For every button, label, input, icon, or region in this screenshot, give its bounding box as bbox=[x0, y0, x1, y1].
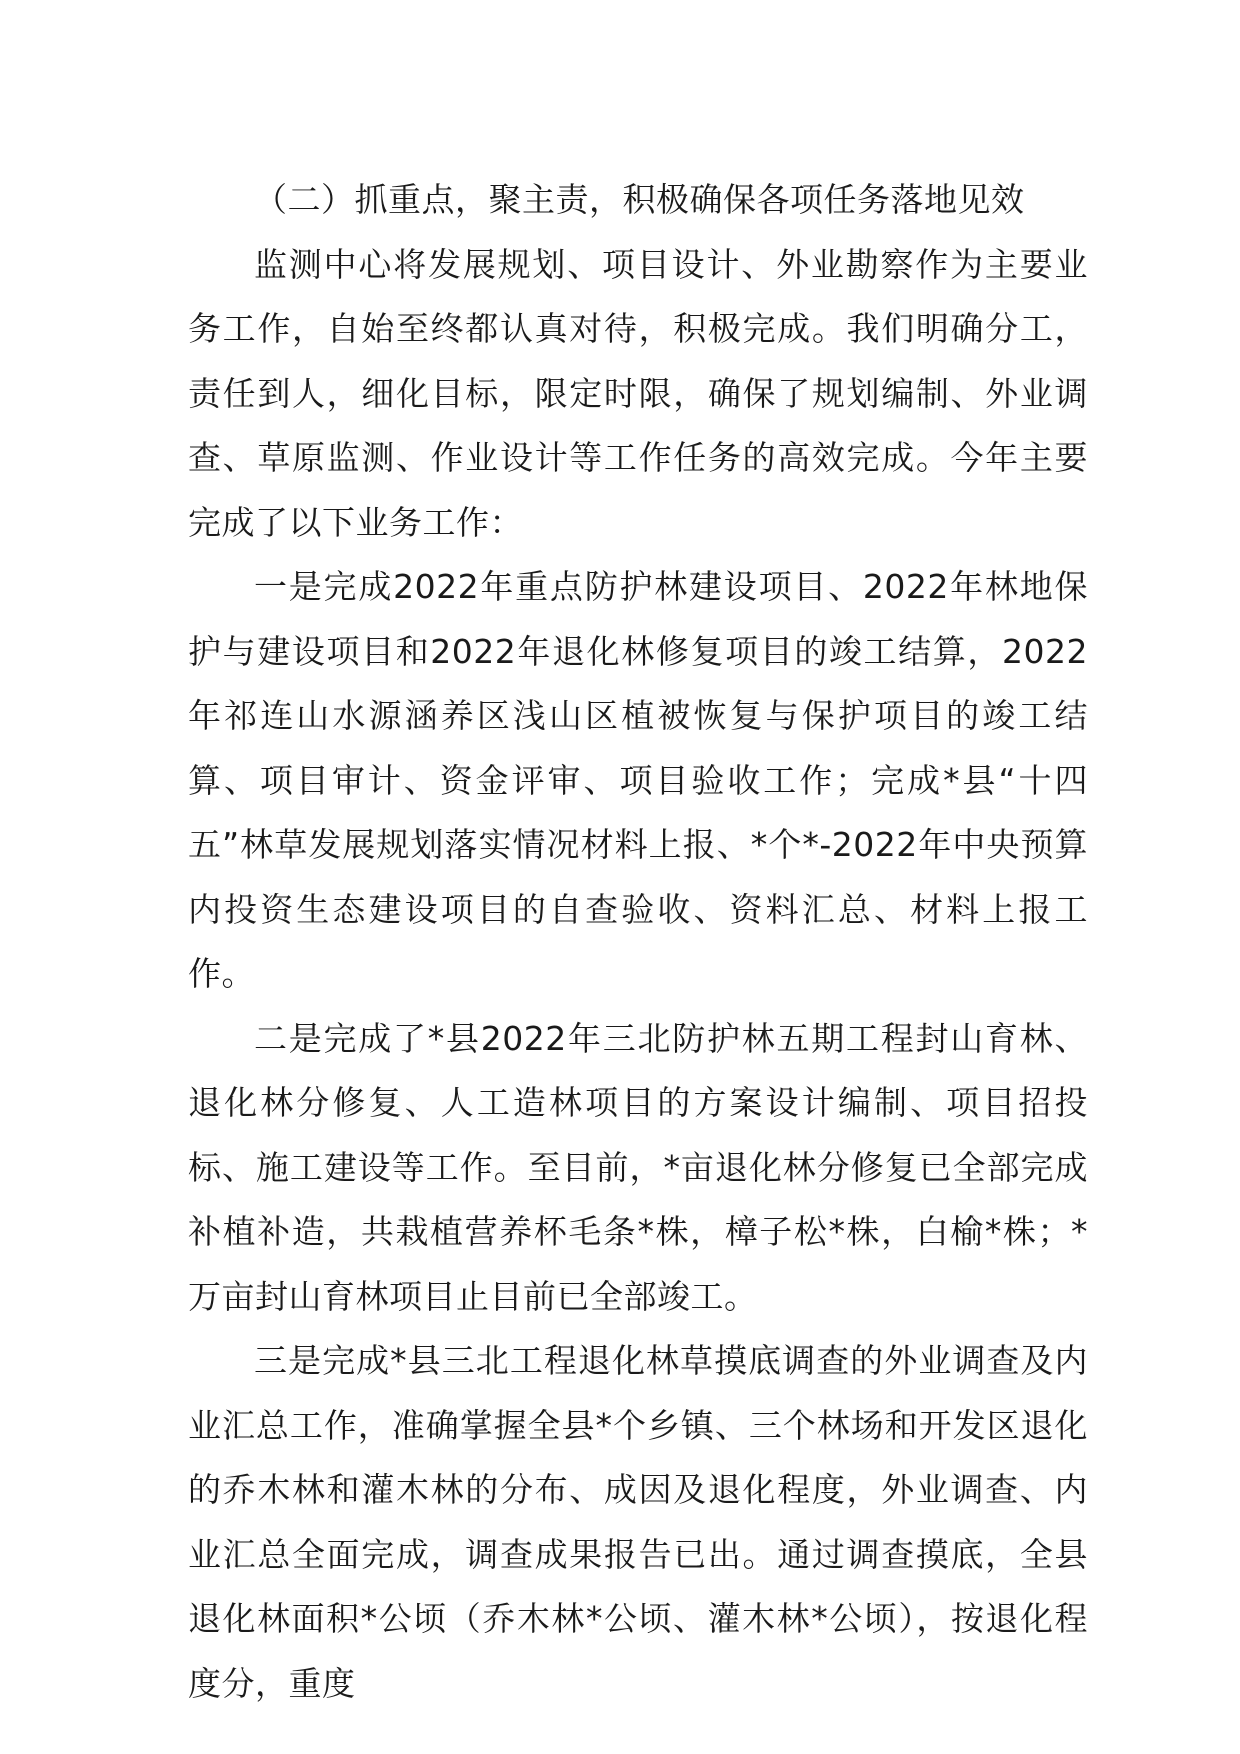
paragraph-intro: 监测中心将发展规划、项目设计、外业勘察作为主要业务工作，自始至终都认真对待，积极完成。我们明确分工，责任到人，细化目标，限定时限，确保了规划编制、外业调查、草原监测、作业设计等工作任务的高效完成。今年主要完成了以下业务工作： bbox=[188, 244, 1088, 542]
paragraph-item-2: 二是完成了*县2022年三北防护林五期工程封山育林、退化林分修复、人工造林项目的方案设计编制、项目招投标、施工建设等工作。至目前，*亩退化林分修复已全部完成补植补造，共栽植营养杯毛条*株，樟子松*株，白榆*株；*万亩封山育林项目止目前已全部竣工。 bbox=[188, 1018, 1088, 1316]
paragraph-item-1: 一是完成2022年重点防护林建设项目、2022年林地保护与建设项目和2022年退化林修复项目的竣工结算，2022年祁连山水源涵养区浅山区植被恢复与保护项目的竣工结算、项目审计、资金评审、项目验收工作；完成*县“十四五”林草发展规划落实情况材料上报、*个*-2022年中央预算内投资生态建设项目的自查验收、资料汇总、材料上报工作。 bbox=[188, 567, 1088, 993]
paragraph-item-3: 三是完成*县三北工程退化林草摸底调查的外业调查及内业汇总工作，准确掌握全县*个乡镇、三个林场和开发区退化的乔木林和灌木林的分布、成因及退化程度，外业调查、内业汇总全面完成，调查成果报告已出。通过调查摸底，全县退化林面积*公顷（乔木林*公顷、灌木林*公顷），按退化程度分，重度 bbox=[188, 1341, 1088, 1703]
section-heading: （二）抓重点，聚主责，积极确保各项任务落地见效 bbox=[254, 180, 1025, 219]
document-body bbox=[188, 168, 1088, 1716]
